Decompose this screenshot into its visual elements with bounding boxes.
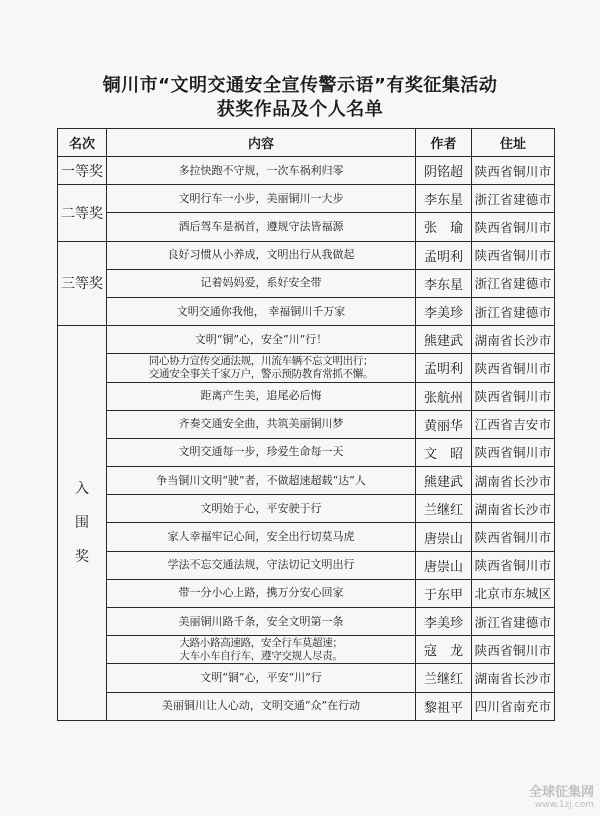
entry-content: 文明“铜”心，平安“川”行: [107, 664, 416, 692]
entry-author: 李美珍: [416, 297, 472, 325]
entry-address: 江西省吉安市: [472, 410, 555, 438]
entry-address: 陕西省铜川市: [472, 157, 555, 185]
title-line-1: 铜川市“文明交通安全宣传警示语”有奖征集活动: [102, 75, 498, 96]
entry-author: 李东星: [416, 185, 472, 213]
rank-first: 一等奖: [58, 157, 107, 185]
rank-second: 二等奖: [58, 185, 107, 241]
rank-finalist-char-2: 围: [75, 514, 89, 531]
entry-content: 文明始于心，平安驶于行: [107, 495, 416, 523]
table-row: [58, 269, 555, 297]
entry-address: 湖南省长沙市: [472, 664, 555, 692]
page-title: [0, 74, 600, 122]
entry-content: 文明“铜”心，安全“川”行！: [107, 326, 416, 354]
entry-content: 学法不忘交通法规，守法切记文明出行: [107, 551, 416, 579]
entry-author: 李东星: [416, 269, 472, 297]
entry-content: 良好习惯从小养成，文明出行从我做起: [107, 241, 416, 269]
entry-content: 带一分小心上路，携万分安心回家: [107, 579, 416, 607]
table-row: [58, 692, 555, 720]
entry-content-line-2: 大车小车自行车，遵守交规人尽责。: [179, 649, 343, 662]
entry-content: 文明交通每一步，珍爱生命每一天: [107, 438, 416, 466]
table-row: [58, 213, 555, 241]
entry-author: 文 昭: [416, 438, 472, 466]
entry-content-line-2: 交通安全事关千家万户，警示预防教育常抓不懈。: [148, 367, 374, 380]
table-row: [58, 297, 555, 325]
table-row: [58, 241, 555, 269]
entry-address: 陕西省铜川市: [472, 213, 555, 241]
entry-content: 齐奏交通安全曲，共筑美丽铜川梦: [107, 410, 416, 438]
entry-content: 美丽铜川路千条，安全文明第一条: [107, 608, 416, 636]
rank-finalist-char-1: 入: [75, 480, 89, 497]
watermark-line-1: 全球征集网: [528, 785, 594, 800]
table-row: [58, 185, 555, 213]
entry-address: 陕西省铜川市: [472, 523, 555, 551]
entry-address: 陕西省铜川市: [472, 551, 555, 579]
table-row: [58, 410, 555, 438]
entry-content: 文明交通你我他， 幸福铜川千万家: [107, 297, 416, 325]
table-row: [58, 579, 555, 607]
table-row: [58, 636, 555, 664]
entry-content: 酒后驾车是祸首，遵规守法皆福源: [107, 213, 416, 241]
table-row: [58, 382, 555, 410]
entry-author: 孟明利: [416, 241, 472, 269]
header-rank: 名次: [58, 129, 107, 157]
header-address: 住址: [472, 129, 555, 157]
entry-author: 阴铭超: [416, 157, 472, 185]
entry-author: 寇 龙: [416, 636, 472, 664]
site-watermark: [529, 781, 594, 810]
entry-address: 湖南省长沙市: [472, 467, 555, 495]
entry-address: 陕西省铜川市: [472, 354, 555, 382]
entry-address: 湖南省长沙市: [472, 495, 555, 523]
entry-author: 熊建武: [416, 467, 472, 495]
entry-author: 黎祖平: [416, 692, 472, 720]
table-row: [58, 438, 555, 466]
entry-content: [107, 636, 416, 664]
entry-author: 张航州: [416, 382, 472, 410]
entry-author: 李美珍: [416, 608, 472, 636]
table-row: [58, 467, 555, 495]
title-line-2: 获奖作品及个人名单: [216, 99, 384, 120]
rank-finalist-char-3: 奖: [75, 548, 89, 565]
rank-finalist: [58, 326, 107, 721]
rank-third: 三等奖: [58, 241, 107, 326]
entry-author: 张 瑜: [416, 213, 472, 241]
entry-author: 黄丽华: [416, 410, 472, 438]
entry-author: 兰继红: [416, 495, 472, 523]
header-content: 内容: [107, 129, 416, 157]
entry-address: 陕西省铜川市: [472, 382, 555, 410]
entry-content: 记着妈妈爱，系好安全带: [107, 269, 416, 297]
entry-author: 熊建武: [416, 326, 472, 354]
entry-content: [107, 354, 416, 382]
entry-content: 距离产生美，追尾必后悔: [107, 382, 416, 410]
table-row: [58, 326, 555, 354]
entry-content: 家人幸福牢记心间，安全出行切莫马虎: [107, 523, 416, 551]
header-author: 作者: [416, 129, 472, 157]
table-header-row: [58, 129, 555, 157]
entry-content: 美丽铜川让人心动，文明交通“众”在行动: [107, 692, 416, 720]
entry-content: 多拉快跑不守规，一次车祸利归零: [107, 157, 416, 185]
entry-address: 浙江省建德市: [472, 608, 555, 636]
entry-address: 浙江省建德市: [472, 185, 555, 213]
entry-content-line-1: 大路小路高速路，安全行车莫超速；: [179, 636, 343, 649]
table-row: [58, 551, 555, 579]
entry-address: 浙江省建德市: [472, 269, 555, 297]
entry-content-line-1: 同心协力宣传交通法规，川流车辆不忘文明出行；: [148, 354, 374, 367]
entry-author: 唐崇山: [416, 523, 472, 551]
entry-address: 陕西省铜川市: [472, 438, 555, 466]
entry-author: 孟明利: [416, 354, 472, 382]
entry-author: 兰继红: [416, 664, 472, 692]
entry-content: 文明行车一小步，美丽铜川一大步: [107, 185, 416, 213]
winners-table: [57, 128, 555, 721]
table-row: [58, 354, 555, 382]
table-row: [58, 157, 555, 185]
table-row: [58, 664, 555, 692]
entry-author: 于东甲: [416, 579, 472, 607]
entry-content: 争当铜川文明“驶”者，不做超速超载“达”人: [107, 467, 416, 495]
entry-author: 唐崇山: [416, 551, 472, 579]
entry-address: 陕西省铜川市: [472, 636, 555, 664]
entry-address: 湖南省长沙市: [472, 326, 555, 354]
watermark-line-2: www.1zj.com: [534, 800, 594, 810]
table-row: [58, 495, 555, 523]
entry-address: 陕西省铜川市: [472, 241, 555, 269]
table-row: [58, 523, 555, 551]
entry-address: 四川省南充市: [472, 692, 555, 720]
table-row: [58, 608, 555, 636]
entry-address: 浙江省建德市: [472, 297, 555, 325]
entry-address: 北京市东城区: [472, 579, 555, 607]
